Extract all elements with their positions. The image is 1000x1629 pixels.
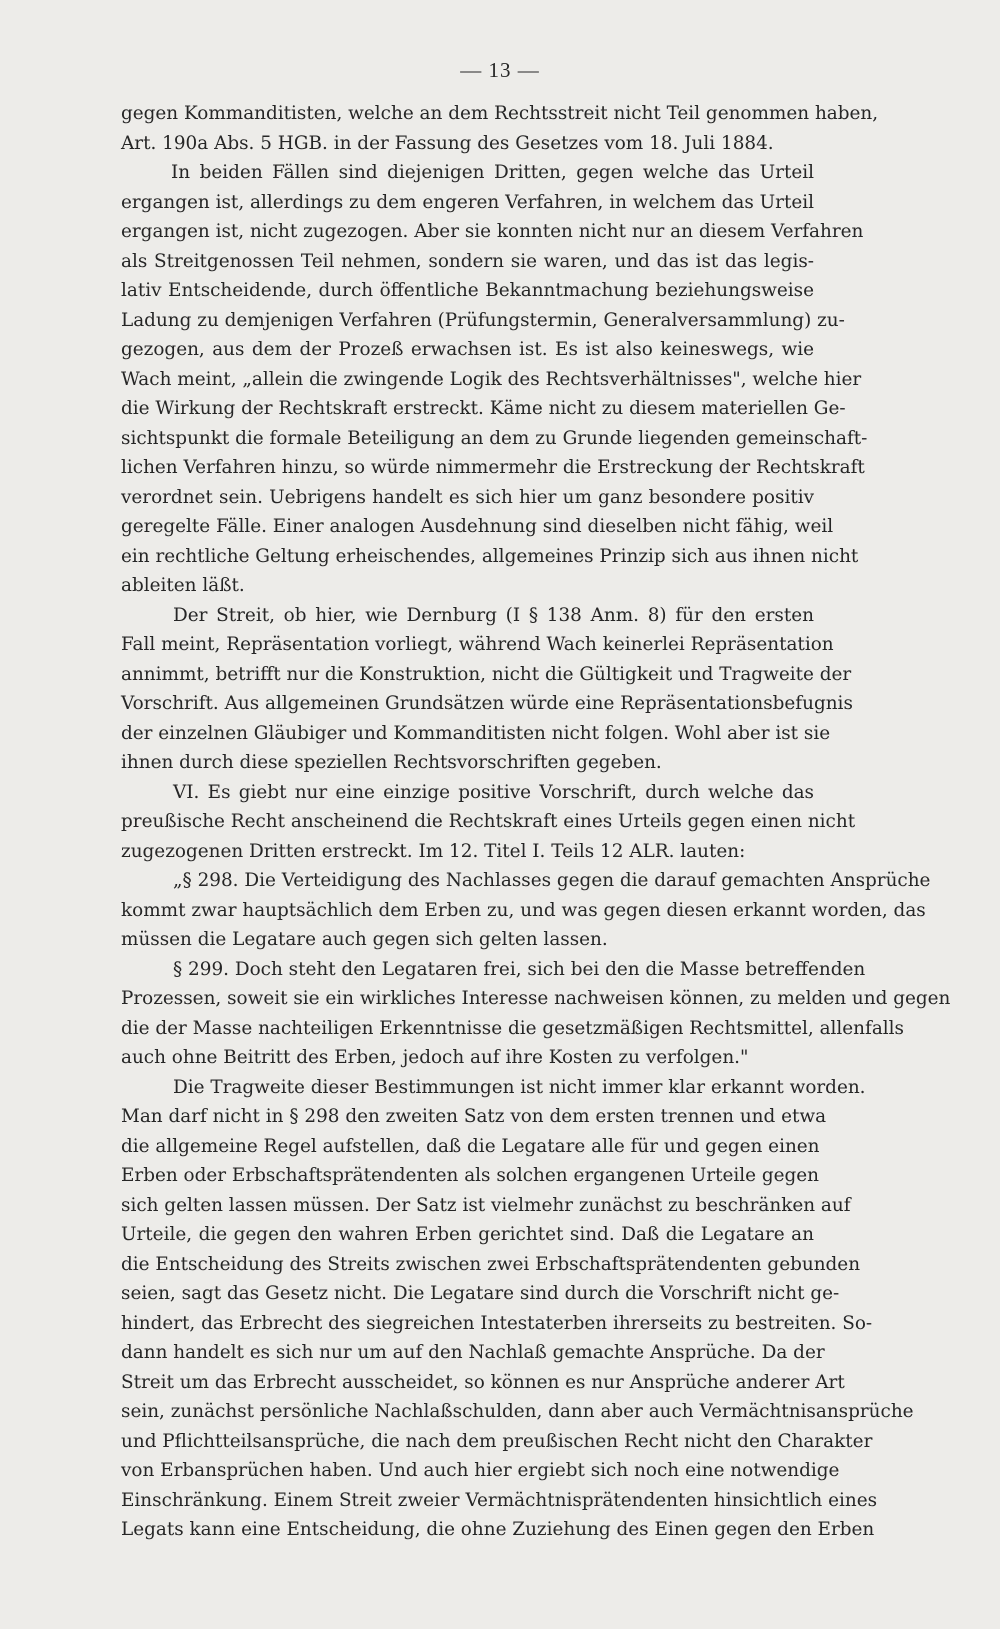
text-line: Erben oder Erbschaftsprätendenten als solchen ergangenen Urteile gegen [121, 1165, 819, 1186]
text-line: Art. 190a Abs. 5 HGB. in der Fassung des Gesetzes vom 18. Juli 1884. [121, 132, 774, 154]
text-line: VI. Es giebt nur eine einzige positive Vorschrift, durch welche das [173, 781, 814, 803]
text-line: müssen die Legatare auch gegen sich gelten lassen. [121, 929, 608, 950]
text-line: „§ 298. Die Verteidigung des Nachlasses gegen die darauf gemachten Ansprüche [173, 870, 931, 891]
text-line: ihnen durch diese speziellen Rechtsvorschriften gegeben. [121, 752, 662, 773]
text-line: Fall meint, Repräsentation vorliegt, während Wach keinerlei Repräsentation [121, 634, 834, 655]
text-line: die Entscheidung des Streits zwischen zwei Erbschaftsprätendenten gebunden [121, 1253, 861, 1275]
text-line: Legats kann eine Entscheidung, die ohne Zuziehung des Einen gegen den Erben [121, 1519, 875, 1540]
text-line: Ladung zu demjenigen Verfahren (Prüfungstermin, Generalversammlung) zu- [121, 309, 845, 331]
text-line: der einzelnen Gläubiger und Kommanditisten nicht folgen. Wohl aber ist sie [121, 722, 831, 744]
page-number: — 13 — [460, 58, 540, 82]
text-line: sich gelten lassen müssen. Der Satz ist vielmehr zunächst zu beschränken auf [121, 1194, 851, 1216]
text-line: zugezogenen Dritten erstreckt. Im 12. Titel I. Teils 12 ALR. lauten: [121, 840, 746, 862]
text-line: Vorschrift. Aus allgemeinen Grundsätzen würde eine Repräsentationsbefugnis [121, 693, 853, 714]
text-line: preußische Recht anscheinend die Rechtskraft eines Urteils gegen einen nicht [121, 811, 856, 832]
text-line: kommt zwar hauptsächlich dem Erben zu, und was gegen diesen erkannt worden, das [121, 899, 926, 921]
text-line: annimmt, betrifft nur die Konstruktion, nicht die Gültigkeit und Tragweite der [121, 663, 852, 685]
text-line: sichtspunkt die formale Beteiligung an dem zu Grunde liegenden gemeinschaft- [121, 427, 868, 449]
text-line: die der Masse nachteiligen Erkenntnisse die gesetzmäßigen Rechtsmittel, allenfalls [121, 1017, 904, 1039]
text-line: dann handelt es sich nur um auf den Nachlaß gemachte Ansprüche. Da der [121, 1342, 825, 1363]
text-line: Prozessen, soweit sie ein wirkliches Interesse nachweisen können, zu melden und gegen [121, 988, 951, 1009]
text-line: Der Streit, ob hier, wie Dernburg (I § 138 Anm. 8) für den ersten [173, 604, 814, 626]
text-line: ein rechtliche Geltung erheischendes, allgemeines Prinzip sich aus ihnen nicht [121, 545, 859, 567]
text-line: geregelte Fälle. Einer analogen Ausdehnung sind dieselben nicht fähig, weil [121, 516, 834, 537]
text-line: gezogen, aus dem der Prozeß erwachsen ist. Es ist also keineswegs, wie [121, 339, 814, 360]
text-line: von Erbansprüchen haben. Und auch hier ergiebt sich noch eine notwendige [121, 1460, 840, 1481]
text-line: Urteile, die gegen den wahren Erben gerichtet sind. Daß die Legatare an [121, 1224, 814, 1245]
text-line: und Pflichtteilsansprüche, die nach dem preußischen Recht nicht den Charakter [121, 1430, 873, 1452]
text-line: Streit um das Erbrecht ausscheidet, so können es nur Ansprüche anderer Art [121, 1371, 845, 1393]
text-line: Einschränkung. Einem Streit zweier Vermächtnisprätendenten hinsichtlich eines [121, 1489, 878, 1511]
text-line: Man darf nicht in § 298 den zweiten Satz von dem ersten trennen und etwa [121, 1106, 827, 1127]
text-line: die allgemeine Regel aufstellen, daß die Legatare alle für und gegen einen [121, 1135, 820, 1157]
text-line: auch ohne Beitritt des Erben, jedoch auf ihre Kosten zu verfolgen." [121, 1047, 749, 1068]
text-line: ableiten läßt. [121, 575, 245, 596]
text-line: hindert, das Erbrecht des siegreichen Intestaterben ihrerseits zu bestreiten. So- [121, 1312, 873, 1334]
text-line: ergangen ist, nicht zugezogen. Aber sie konnten nicht nur an diesem Verfahren [121, 221, 864, 242]
text-line: § 299. Doch steht den Legataren frei, sich bei den die Masse betreffenden [173, 958, 866, 980]
text-line: gegen Kommanditisten, welche an dem Rechtsstreit nicht Teil genommen haben, [121, 103, 879, 124]
text-line: lativ Entscheidende, durch öffentliche Bekanntmachung beziehungsweise [121, 280, 814, 301]
text-line: die Wirkung der Rechtskraft erstreckt. Käme nicht zu diesem materiellen Ge- [121, 398, 846, 419]
text-line: als Streitgenossen Teil nehmen, sondern sie waren, und das ist das legis- [121, 250, 814, 272]
text-line: In beiden Fällen sind diejenigen Dritten, gegen welche das Urteil [171, 162, 814, 183]
text-line: seien, sagt das Gesetz nicht. Die Legatare sind durch die Vorschrift nicht ge- [121, 1283, 840, 1304]
body-text [121, 99, 951, 1545]
text-line: Wach meint, „allein die zwingende Logik des Rechtsverhältnisses", welche hier [121, 368, 862, 390]
text-line: lichen Verfahren hinzu, so würde nimmermehr die Erstreckung der Rechtskraft [121, 457, 865, 478]
text-line: verordnet sein. Uebrigens handelt es sich hier um ganz besondere positiv [121, 486, 814, 508]
text-line: ergangen ist, allerdings zu dem engeren Verfahren, in welchem das Urteil [121, 191, 814, 213]
text-line: Die Tragweite dieser Bestimmungen ist nicht immer klar erkannt worden. [173, 1076, 866, 1098]
text-line: sein, zunächst persönliche Nachlaßschulden, dann aber auch Vermächtnisansprüche [121, 1401, 914, 1422]
